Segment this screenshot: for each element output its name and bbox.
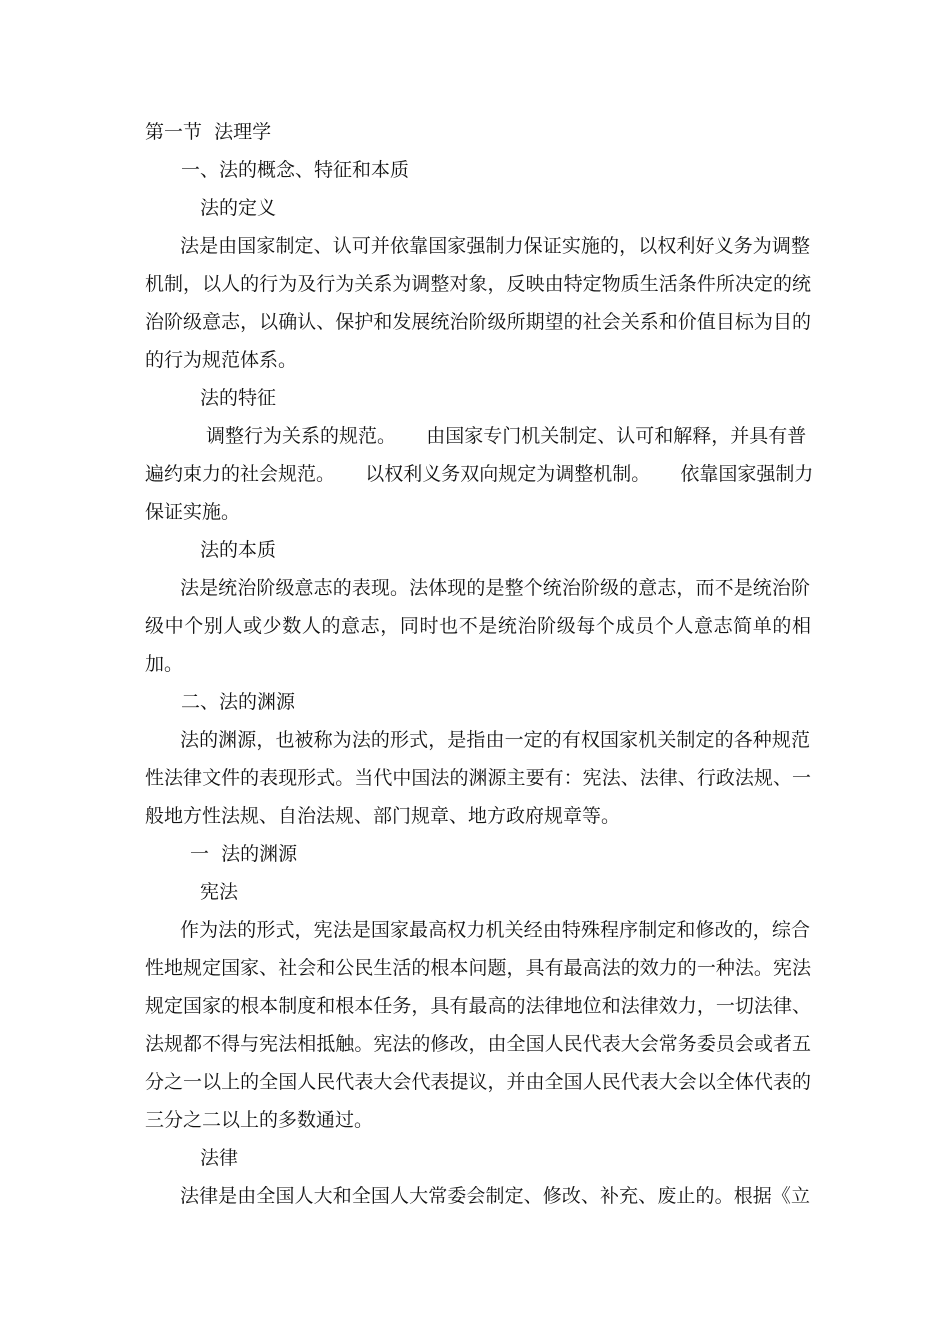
features-line: 保证实施。 [145, 501, 241, 523]
heading-essence: 法的本质 [200, 539, 277, 561]
heading-law: 法律 [200, 1147, 239, 1169]
features-line: 调整行为关系的规范。 由国家专门机关制定、认可和解释，并具有普 [200, 425, 807, 447]
definition-line: 的行为规范体系。 [145, 349, 298, 371]
essence-line: 级中个别人或少数人的意志，同时也不是统治阶级每个成员个人意志简单的相 [145, 615, 811, 637]
constitution-line: 规定国家的根本制度和根本任务，具有最高的法律地位和法律效力，一切法律、 [145, 995, 811, 1017]
constitution-line: 作为法的形式，宪法是国家最高权力机关经由特殊程序制定和修改的，综合 [180, 919, 810, 941]
features-line: 遍约束力的社会规范。 以权利义务双向规定为调整机制。 依靠国家强制力 [145, 463, 814, 485]
heading-definition: 法的定义 [200, 197, 277, 219]
definition-line: 法是由国家制定、认可并依靠国家强制力保证实施的，以权利好义务为调整 [180, 235, 810, 257]
heading-constitution: 宪法 [200, 881, 239, 903]
definition-line: 机制，以人的行为及行为关系为调整对象，反映由特定物质生活条件所决定的统 [145, 273, 811, 295]
law-line: 法律是由全国人大和全国人大常委会制定、修改、补充、废止的。根据《立 [180, 1185, 810, 1207]
sources-intro-line: 性法律文件的表现形式。当代中国法的渊源主要有：宪法、法律、行政法规、一 [145, 767, 811, 789]
section-title: 第一节 法理学 [145, 121, 272, 143]
constitution-line: 性地规定国家、社会和公民生活的根本问题，具有最高法的效力的一种法。宪法 [145, 957, 811, 979]
sources-intro-line: 法的渊源，也被称为法的形式，是指由一定的有权国家机关制定的各种规范 [180, 729, 810, 751]
essence-line: 加。 [145, 653, 184, 675]
heading-features: 法的特征 [200, 387, 277, 409]
heading-sources: 二、法的渊源 [181, 691, 296, 713]
constitution-line: 分之一以上的全国人民代表大会代表提议，并由全国人民代表大会以全体代表的 [145, 1071, 811, 1093]
constitution-line: 三分之二以上的多数通过。 [145, 1109, 374, 1131]
essence-line: 法是统治阶级意志的表现。法体现的是整个统治阶级的意志，而不是统治阶 [180, 577, 810, 599]
constitution-line: 法规都不得与宪法相抵触。宪法的修改，由全国人民代表大会常务委员会或者五 [145, 1033, 811, 1055]
heading-sources-sub: 一 法的渊源 [190, 843, 298, 865]
definition-line: 治阶级意志，以确认、保护和发展统治阶级所期望的社会关系和价值目标为目的 [145, 311, 811, 333]
sources-intro-line: 般地方性法规、自治法规、部门规章、地方政府规章等。 [145, 805, 621, 827]
heading-concept: 一、法的概念、特征和本质 [181, 159, 410, 181]
